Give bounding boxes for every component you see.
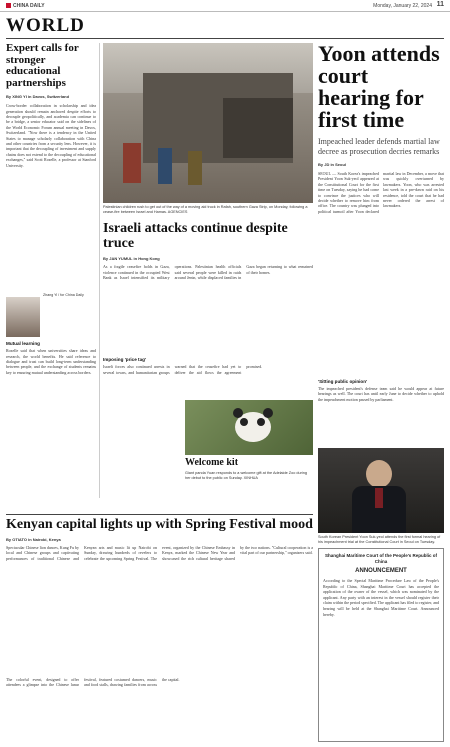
article-education-body: Cross-border collaboration in scholarship and idea generation should remain anchored despite efforts to decouple geopolitically, and academia can continue to be a bridge, a senior educator said on the sidelines of the World Economic Forum annual meeting in Davos, Switzerland. "Now there is a tendency in the United States to manage scholarly collaboration with China and other countries from a security lens. However, it is important that the decoupling of investment and supply chains does not extend to the decoupling of educational exchanges," said Scott Rozelle, a professor at Stanford University.	[6, 103, 96, 168]
article-education-headline: Expert calls for stronger educational partnerships	[6, 43, 79, 89]
article-kenya-byline: By OTIATO in Nairobi, Kenya	[6, 536, 61, 542]
panda-note	[185, 458, 313, 510]
article-education-subhead: Mutual learning	[6, 341, 40, 347]
article-israel-body: As a fragile ceasefire holds in Gaza, violence continued in the occupied West Bank as Israel intensified its military operations. Palestinian health officials said several people were killed in raids around Jenin, while displaced families in Gaza began returning to what remained of their homes.	[103, 264, 313, 281]
brand-name	[6, 3, 45, 9]
article-yoon-subhead: 'Sitting public opinion'	[318, 379, 368, 384]
section-title: WORLD	[6, 15, 85, 36]
divider	[99, 43, 100, 498]
article-education	[6, 43, 96, 498]
article-israel-body2: Israeli forces also continued arrests in several towns, and humanitarian groups warned that the ceasefire had yet to deliver the aid flows the agreement promised.	[103, 364, 263, 375]
article-education-byline: By XING YI in Davos, Switzerland	[6, 94, 70, 100]
logo-icon	[6, 3, 11, 8]
article-yoon	[318, 43, 444, 443]
article-kenya	[6, 518, 313, 743]
panda-note-headline: Welcome kit	[185, 458, 239, 468]
court-notice-title: Shanghai Maritime Court of the People's Republic of China	[324, 553, 438, 564]
gaza-photo-caption: Palestinian children rush to get out of the way of a moving aid truck in Rafah, southern Gaza Strip, on Monday, following a cease-fire between Israel and Hamas. AGENCIES	[103, 205, 308, 214]
panda-photo	[185, 400, 313, 455]
brand-text: CHINA DAILY	[13, 3, 45, 9]
gaza-photo	[103, 43, 313, 203]
masthead	[0, 0, 450, 12]
article-education-body2: Rozelle said that when universities share ideas and research, the world benefits. He said reference to dialogue and trust can build long-term understanding between people, and the exchange of students remains key to ensuring mutual understanding across borders.	[6, 348, 96, 375]
court-notice	[318, 548, 444, 742]
issue-date: Monday, January 22, 2024	[373, 3, 432, 9]
article-israel-subhead: Imposing 'price tag'	[103, 357, 147, 363]
article-kenya-body: Spectacular Chinese lion dances, Kung Fu by local and Chinese groups and captivating performances of traditional Chinese and Kenyan arts and music lit up Nairobi on Sunday, drawing hundreds of revelers to celebrate the upcoming Spring Festival. The event, organized by the Chinese Embassy in Kenya, marked the Chinese New Year and showcased the rich cultural heritage shared by the two nations. "Cultural cooperation is a vital part of our partnership," organizers said.	[6, 544, 313, 561]
court-notice-body: According to the Special Maritime Procedure Law of the People's Republic of China, Shanghai Maritime Court has accepted the application of the owner of the vessel, which was nominated by the applicant. Any party with an interest in the vessel should register their claim within the period specified. The applicant has filed to register, and hearing will be held at the Shanghai Maritime Court. Announced hereby.	[323, 578, 439, 617]
panda-note-caption: Giant panda Yuan responds to a welcome gift at the Adelaide Zoo during her debut to the public on Sunday. XINHUA	[185, 470, 307, 480]
portrait-photo	[6, 297, 40, 337]
article-yoon-deck: Impeached leader defends martial law decree as prosecution decries remarks	[318, 137, 440, 156]
bottom-rule	[6, 514, 313, 515]
article-yoon-byline: By JD in Seoul	[318, 162, 347, 167]
section-rule	[6, 38, 444, 39]
article-israel-headline: Israeli attacks continue despite truce	[103, 222, 288, 251]
article-kenya-headline: Kenyan capital lights up with Spring Festival mood	[6, 518, 313, 532]
yoon-photo-caption: South Korean President Yoon Suk-yeol attends the first formal hearing of his impeachment trial at the Constitutional Court in Seoul on Tuesday.	[318, 535, 441, 544]
page-number: 11	[436, 1, 444, 8]
article-yoon-headline: Yoon attends court hearing for first time	[318, 43, 440, 132]
article-israel-byline: By JAN YUMUL in Hong Kong	[103, 256, 160, 262]
portrait-caption: Zhang Yi / for China Daily	[43, 293, 84, 298]
court-notice-subtitle: ANNOUNCEMENT	[355, 568, 407, 574]
article-yoon-body2: The impeached president's defense team said he would appear at future hearings as well. The court has until early June to decide whether to uphold the impeachment motion passed by parliament.	[318, 386, 444, 402]
article-yoon-body: SEOUL — South Korea's impeached President Yoon Suk-yeol appeared at the Constitutional Court for the first time on Tuesday, saying he had come to convince the justices who will decide whether to remove him from office. The country was plunged into political turmoil after Yoon declared martial law in December, a move that was quickly overturned by lawmakers. Yoon, who was arrested last week in a pre-dawn raid on his residence, told the court that he had never ordered the arrest of lawmakers.	[318, 171, 444, 214]
article-kenya-body2: The colorful event, designed to offer attendees a glimpse into the Chinese lunar festival, featured costumed dancers, music and food stalls, drawing families from across the capital.	[6, 676, 180, 688]
yoon-photo	[318, 448, 444, 533]
